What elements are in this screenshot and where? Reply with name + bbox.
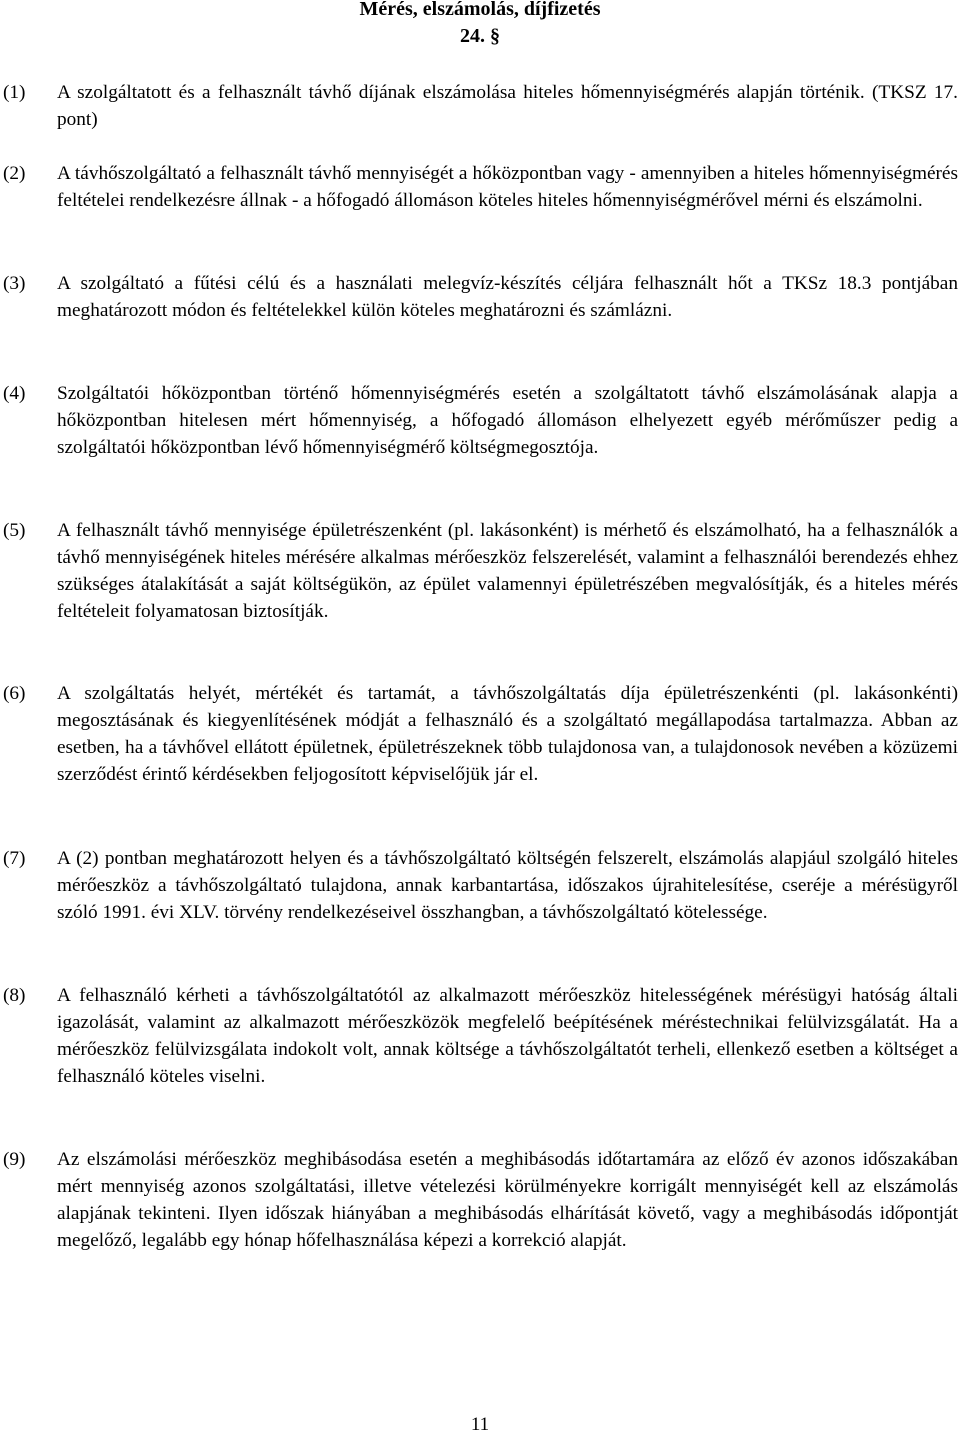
page-number: 11 — [470, 1414, 490, 1435]
paragraph-8 — [0, 982, 958, 1090]
paragraph-6 — [0, 680, 958, 788]
section-number: 24. § — [460, 25, 500, 47]
paragraph-5 — [0, 517, 958, 625]
paragraph-text: A távhőszolgáltató a felhasznált távhő mennyiségét a hőközpontban vagy - amennyiben a hiteles hőmennyiségmérés feltételei rendelkezésre állnak - a hőfogadó állomáson köteles hiteles hőmennyiségmérővel mérni és elszámolni. — [57, 163, 958, 211]
paragraph-2 — [0, 160, 958, 214]
paragraph-number: (9) — [3, 1149, 26, 1170]
paragraph-number: (1) — [3, 82, 26, 103]
paragraph-7 — [0, 845, 958, 926]
paragraph-number: (8) — [3, 985, 26, 1006]
paragraph-text: A (2) pontban meghatározott helyen és a távhőszolgáltató költségén felszerelt, elszámolás alapjául szolgáló hiteles mérőeszköz a távhőszolgáltató tulajdona, annak karbantartása, időszakos újrahitelesítése, cseréje a mérésügyről szóló 1991. évi XLV. törvény rendelkezéseivel összhangban, a távhőszolgáltató kötelessége. — [57, 848, 958, 923]
paragraph-text: A szolgáltatás helyét, mértékét és tartamát, a távhőszolgáltatás díja épületrészenkénti (pl. lakásonkénti) megosztásának és kiegyenlítésének módját a felhasználó és a szolgáltató megállapodása tartalmazza. Abban az esetben, ha a távhővel ellátott épületnek, épületrészeknek több tulajdonosa van, a tulajdonosok nevében a közüzemi szerződést érintő kérdésekben feljogosított képviselőjük jár el. — [57, 683, 958, 785]
paragraph-text: A felhasználó kérheti a távhőszolgáltatótól az alkalmazott mérőeszköz hitelességének mérésügyi hatóság általi igazolását, valamint az alkalmazott mérőeszközök megfelelő beépítésének méréstechnikai felülvizsgálatát. Ha a mérőeszköz felülvizsgálata indokolt volt, annak költsége a távhőszolgáltatót terheli, ellenkező esetben a költséget a felhasználó köteles viselni. — [57, 985, 958, 1087]
paragraph-number: (6) — [3, 683, 26, 704]
paragraph-number: (5) — [3, 520, 26, 541]
paragraph-text: A felhasznált távhő mennyisége épületrészenként (pl. lakásonként) is mérhető és elszámolható, ha a felhasználók a távhő mennyiségének hiteles mérésére alkalmas mérőeszköz felszerelését, valamint a felhasználói berendezés ehhez szükséges átalakítását a saját költségükön, az épület valamennyi épületrészében megvalósítják, és a hiteles mérés feltételeit folyamatosan biztosítják. — [57, 520, 958, 622]
paragraph-3 — [0, 270, 958, 324]
paragraph-text: Szolgáltatói hőközpontban történő hőmennyiségmérés esetén a szolgáltatott távhő elszámolásának alapja a hőközpontban hitelesen mért hőmennyiség, a hőfogadó állomáson elhelyezett egyéb mérőműszer pedig a szolgáltatói hőközpontban lévő hőmennyiségmérő költségmegosztója. — [57, 383, 958, 458]
paragraph-9 — [0, 1146, 958, 1254]
paragraph-text: A szolgáltatott és a felhasznált távhő díjának elszámolása hiteles hőmennyiségmérés alapján történik. (TKSZ 17. pont) — [57, 82, 958, 130]
paragraph-number: (2) — [3, 163, 26, 184]
paragraph-number: (4) — [3, 383, 26, 404]
paragraph-number: (7) — [3, 848, 26, 869]
paragraph-1 — [0, 79, 958, 133]
paragraph-text: Az elszámolási mérőeszköz meghibásodása esetén a meghibásodás időtartamára az előző év azonos időszakában mért mennyiség azonos szolgáltatási, illetve vételezési körülményekre korrigált mennyiségét kell az elszámolás alapjának tekinteni. Ilyen időszak hiányában a meghibásodás elhárítását követő, vagy a meghibásodás időpontját megelőző, legalább egy hónap hőfelhasználása képezi a korrekció alapját. — [57, 1149, 958, 1251]
paragraph-4 — [0, 380, 958, 461]
paragraph-number: (3) — [3, 273, 26, 294]
section-title: Mérés, elszámolás, díjfizetés — [359, 0, 601, 20]
paragraph-text: A szolgáltató a fűtési célú és a használati melegvíz-készítés céljára felhasznált hőt a TKSz 18.3 pontjában meghatározott módon és feltételekkel külön köteles meghatározni és számlázni. — [57, 273, 958, 321]
